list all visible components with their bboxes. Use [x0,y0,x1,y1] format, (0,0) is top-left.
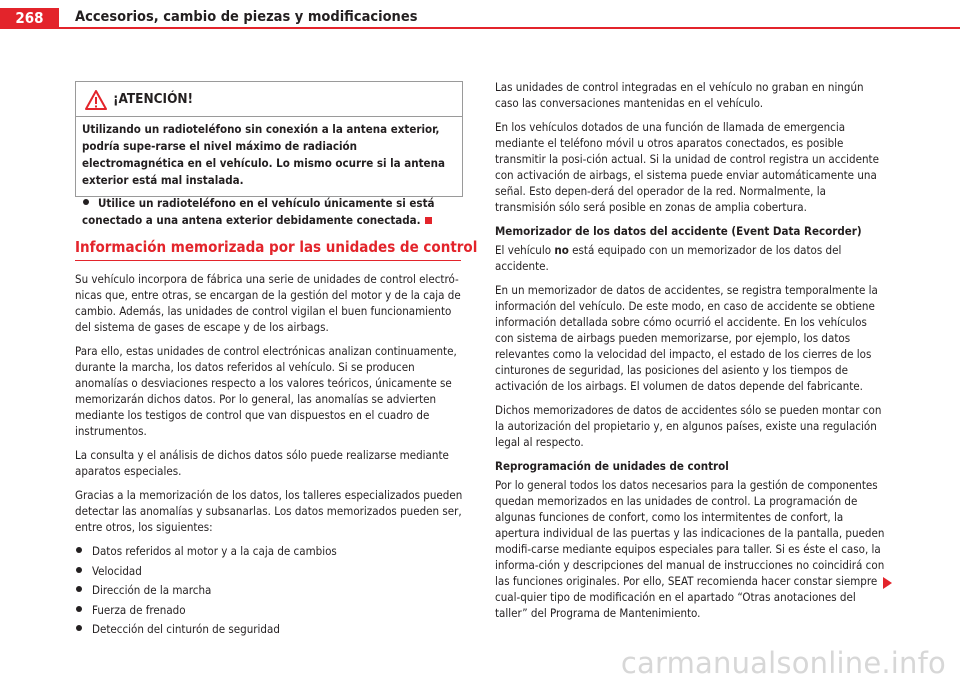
section-divider [75,260,461,261]
list-item: Fuerza de frenado [75,602,467,622]
bullet-dot-icon [83,199,89,205]
paragraph: Las unidades de control integradas en el vehículo no graban en ningún caso las conversaciones mantenidas en el vehículo. [495,80,864,110]
end-mark-icon [425,217,432,224]
paragraph: En un memorizador de datos de accidentes, se registra temporalmente la información del vehículo. De este modo, en caso de accidente se obtiene información detallada sobre cómo ocurrió el accidente. En los vehículos con sistema de airbags pueden memorizarse, por ejemplo, los datos relevantes como la velocidad del impacto, el estado de los cierres de los cinturones de seguridad, las posiciones del asiento y los tiempos de activación de los airbags. El volumen de datos depende del fabricante. [495,283,878,393]
warning-triangle-icon [85,90,107,110]
page-header [0,0,960,30]
right-column [495,79,887,629]
paragraph: Dichos memorizadores de datos de accidentes sólo se pueden montar con la autorización del propietario y, en algunos países, existe una regulación legal al respecto. [495,403,882,449]
section-heading: Información memorizada por las unidades de control [75,238,478,256]
paragraph [495,242,887,274]
paragraph: Por lo general todos los datos necesarios para la gestión de componentes quedan memorizados en las unidades de control. La programación de algunas funciones de confort, como los intermitentes de confort, la apertura individual de las puertas y las indicaciones de la pantalla, pueden modifi-carse mediante equipos especiales para taller. Si es éste el caso, la informa-ción y descripciones del manual de instrucciones no coincidirá con las funciones originales. Por ello, SEAT recomienda hacer constar siempre cual-quier tipo de modificación en el apartado “Otras anotaciones del taller” del Programa de Mantenimiento. [495,478,885,620]
paragraph: Para ello, estas unidades de control electrónicas analizan continuamente, durante la marcha, los datos referidos al vehículo. Si se producen anomalías o desviaciones respecto a los valores teóricos, únicamente se memorizarán dichos datos. Por lo general, las anomalías se advierten mediante los testigos de control que van dispuestos en el cuadro de instrumentos. [75,344,457,438]
warning-body [76,117,462,229]
warning-bullet [82,195,456,229]
paragraph: La consulta y el análisis de dichos datos sólo puede realizarse mediante aparatos especiales. [75,448,449,478]
warning-header [76,82,462,117]
next-page-arrow-icon [883,577,892,589]
text-run: está equipado con un memorizador de los datos del accidente. [495,243,842,273]
warning-box [75,81,463,227]
list-item: Velocidad [75,563,467,583]
list-item: Dirección de la marcha [75,582,467,602]
warning-paragraph: Utilizando un radioteléfono sin conexión a la antena exterior, podría supe-rarse el nivel máximo de radiación electromagnética en el vehículo. Lo mismo ocurre si la antena exterior está mal instalada. [82,122,445,187]
paragraph: Gracias a la memorización de los datos, los talleres especializados pueden detectar las anomalías y subsanarlas. Los datos memorizados pueden ser, entre otros, los siguientes: [75,488,463,534]
paragraph: En los vehículos dotados de una función de llamada de emergencia mediante el teléfono móvil u otros aparatos conectados, es posible transmitir la posi-ción actual. Si la unidad de control registra un accidente con activación de airbags, el sistema puede enviar automáticamente una señal. Esto depen-derá del operador de la red. Normalmente, la transmisión sólo será posible en zonas de amplia cobertura. [495,120,879,214]
page-number: 268 [0,8,59,28]
text-run: El vehículo [495,243,555,257]
left-column [75,271,467,641]
watermark-text: carmanualsonline.info [620,646,946,680]
warning-bullet-text: Utilice un radioteléfono en el vehículo únicamente si está conectado a una antena exterior debidamente conectada. [82,196,435,227]
subheading-event-data-recorder: Memorizador de los datos del accidente (Event Data Recorder) [495,224,862,238]
list-item: Datos referidos al motor y a la caja de cambios [75,543,467,563]
data-list [75,543,467,641]
watermark [0,646,960,679]
header-divider [0,27,960,29]
warning-title: ¡ATENCIÓN! [113,91,194,107]
subheading-reprogramming: Reprogramación de unidades de control [495,459,729,473]
emphasis-no: no [554,243,569,257]
paragraph: Su vehículo incorpora de fábrica una serie de unidades de control electró-nicas que, entre otras, se encargan de la gestión del motor y de la caja de cambio. Además, las unidades de control vigilan el buen funcionamiento del sistema de gases de escape y de los airbags. [75,272,461,334]
chapter-title: Accesorios, cambio de piezas y modificaciones [75,9,418,25]
list-item: Detección del cinturón de seguridad [75,621,467,641]
